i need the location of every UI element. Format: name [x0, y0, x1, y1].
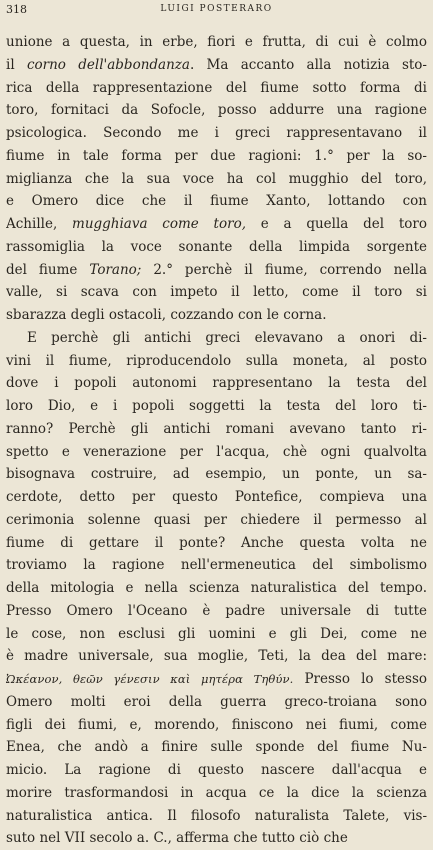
text-segment: rica della rappresentazione del fiume sotto forma di	[6, 79, 427, 96]
text-segment: . Ma accanto alla notizia sto-	[189, 56, 427, 73]
text-segment: fiume di gettare il ponte? Anche questa volta ne	[6, 534, 427, 551]
text-line	[6, 236, 427, 259]
text-line	[6, 805, 427, 828]
text-line	[6, 714, 427, 737]
text-segment: e Omero dice che il fiume Xanto, lottando con	[6, 193, 427, 210]
text-segment: valle, si scava con impeto il letto, come il toro si	[6, 284, 427, 301]
text-segment: bisognava costruire, ad esempio, un ponte, un sa-	[6, 466, 427, 483]
text-segment: unione a questa, in erbe, fiori e frutta, di cui è colmo	[6, 34, 427, 50]
text-line	[6, 418, 427, 441]
text-segment: psicologica. Secondo me i greci rappresentavano il	[6, 125, 427, 141]
text-segment: cerimonia solenne quasi per chiedere il permesso al	[6, 511, 427, 528]
text-line	[6, 99, 427, 122]
text-segment: cerdote, detto per questo Pontefice, compieva una	[6, 489, 427, 505]
text-line	[6, 577, 427, 600]
text-line	[6, 327, 427, 350]
text-segment: Omero molti eroi della guerra greco-troiana sono	[6, 693, 427, 710]
text-segment: Achille,	[6, 216, 73, 232]
text-segment: figli dei fiumi, e, morendo, finiscono nei fiumi, come	[6, 716, 427, 733]
text-line	[6, 304, 427, 327]
text-line	[6, 259, 427, 282]
text-line	[6, 554, 427, 577]
body-text	[6, 31, 427, 850]
text-segment: spetto e venerazione per l'acqua, chè ogni qualvolta	[6, 443, 427, 460]
text-line	[6, 532, 427, 555]
text-segment: è madre universale, sua moglie, Teti, la dea del mare:	[6, 648, 427, 665]
text-line	[6, 509, 427, 532]
text-line	[6, 486, 427, 509]
text-segment: micio. La ragione di questo nascere dall'acqua e	[6, 762, 427, 778]
text-segment: vini il fiume, riproducendolo sulla moneta, al posto	[6, 352, 427, 369]
text-line	[6, 441, 427, 464]
text-line	[6, 691, 427, 714]
text-line	[6, 623, 427, 646]
text-line	[6, 145, 427, 168]
italic-phrase: Torano;	[89, 261, 142, 278]
text-line	[6, 372, 427, 395]
text-line	[6, 463, 427, 486]
text-line	[6, 350, 427, 373]
text-segment: fiume in tale forma per due ragioni: 1.° per la so-	[6, 147, 427, 164]
text-line	[6, 213, 427, 236]
text-line	[6, 759, 427, 782]
text-line	[6, 281, 427, 304]
text-line	[6, 31, 427, 54]
running-head: LUIGI POSTERARO	[160, 4, 273, 14]
text-segment: toro, fornitaci da Sofocle, posso addurre una ragione	[6, 102, 427, 119]
text-line	[6, 827, 427, 850]
text-line	[6, 736, 427, 759]
text-segment: della mitologia e nella scienza naturalistica del tempo.	[6, 580, 427, 596]
text-line	[6, 77, 427, 100]
text-line	[6, 122, 427, 145]
text-segment: loro Dio, e i popoli soggetti la testa del loro ti-	[6, 398, 427, 414]
text-segment: Presso Omero l'Oceano è padre universale di tutte	[6, 602, 427, 619]
text-line	[6, 782, 427, 805]
italic-phrase: corno dell'abbondanza	[26, 56, 190, 73]
page-header	[6, 3, 427, 21]
text-segment: le cose, non esclusi gli uomini e gli Dei, come ne	[6, 625, 427, 642]
text-line	[6, 54, 427, 77]
text-line	[6, 168, 427, 191]
text-segment: il	[6, 56, 27, 73]
text-line	[6, 668, 427, 691]
text-line	[6, 645, 427, 668]
text-segment: naturalistica antica. Il filosofo naturalista Talete, vis-	[6, 807, 427, 824]
text-line	[6, 600, 427, 623]
text-segment: rassomiglia la voce sonante della limpida sorgente	[6, 238, 427, 255]
text-segment: suto nel VII secolo a. C., afferma che tutto ciò che	[6, 830, 348, 847]
text-segment: miglianza che la sua voce ha col mugghio del toro,	[6, 170, 427, 187]
text-segment: del fiume	[6, 261, 90, 278]
text-segment: ranno? Perchè gli antichi romani avevano tanto ri-	[6, 420, 427, 437]
text-segment: e a quella del toro	[245, 216, 427, 232]
text-segment: morire trasformandosi in acqua ce la dice la scienza	[6, 784, 427, 801]
page-number: 318	[6, 3, 27, 16]
greek-quote: Ὠκέανον, θεῶν γένεσιν καὶ μητέρα Τηθύν.	[6, 672, 294, 686]
text-segment: sbarazza degli ostacoli, cozzando con le corna.	[6, 307, 327, 323]
text-segment: E perchè gli antichi greci elevavano a onori di-	[27, 329, 427, 346]
text-segment: troviamo la ragione nell'ermeneutica del simbolismo	[6, 557, 427, 574]
italic-phrase: mugghiava come toro,	[72, 216, 246, 232]
text-segment: dove i popoli autonomi rappresentano la testa del	[6, 375, 427, 392]
text-segment: Enea, che andò a finire sulle sponde del fiume Nu-	[6, 739, 427, 756]
text-segment: 2.° perchè il fiume, correndo nella	[141, 261, 427, 278]
text-line	[6, 190, 427, 213]
text-line	[6, 395, 427, 418]
text-segment: Presso lo stesso	[293, 671, 427, 687]
